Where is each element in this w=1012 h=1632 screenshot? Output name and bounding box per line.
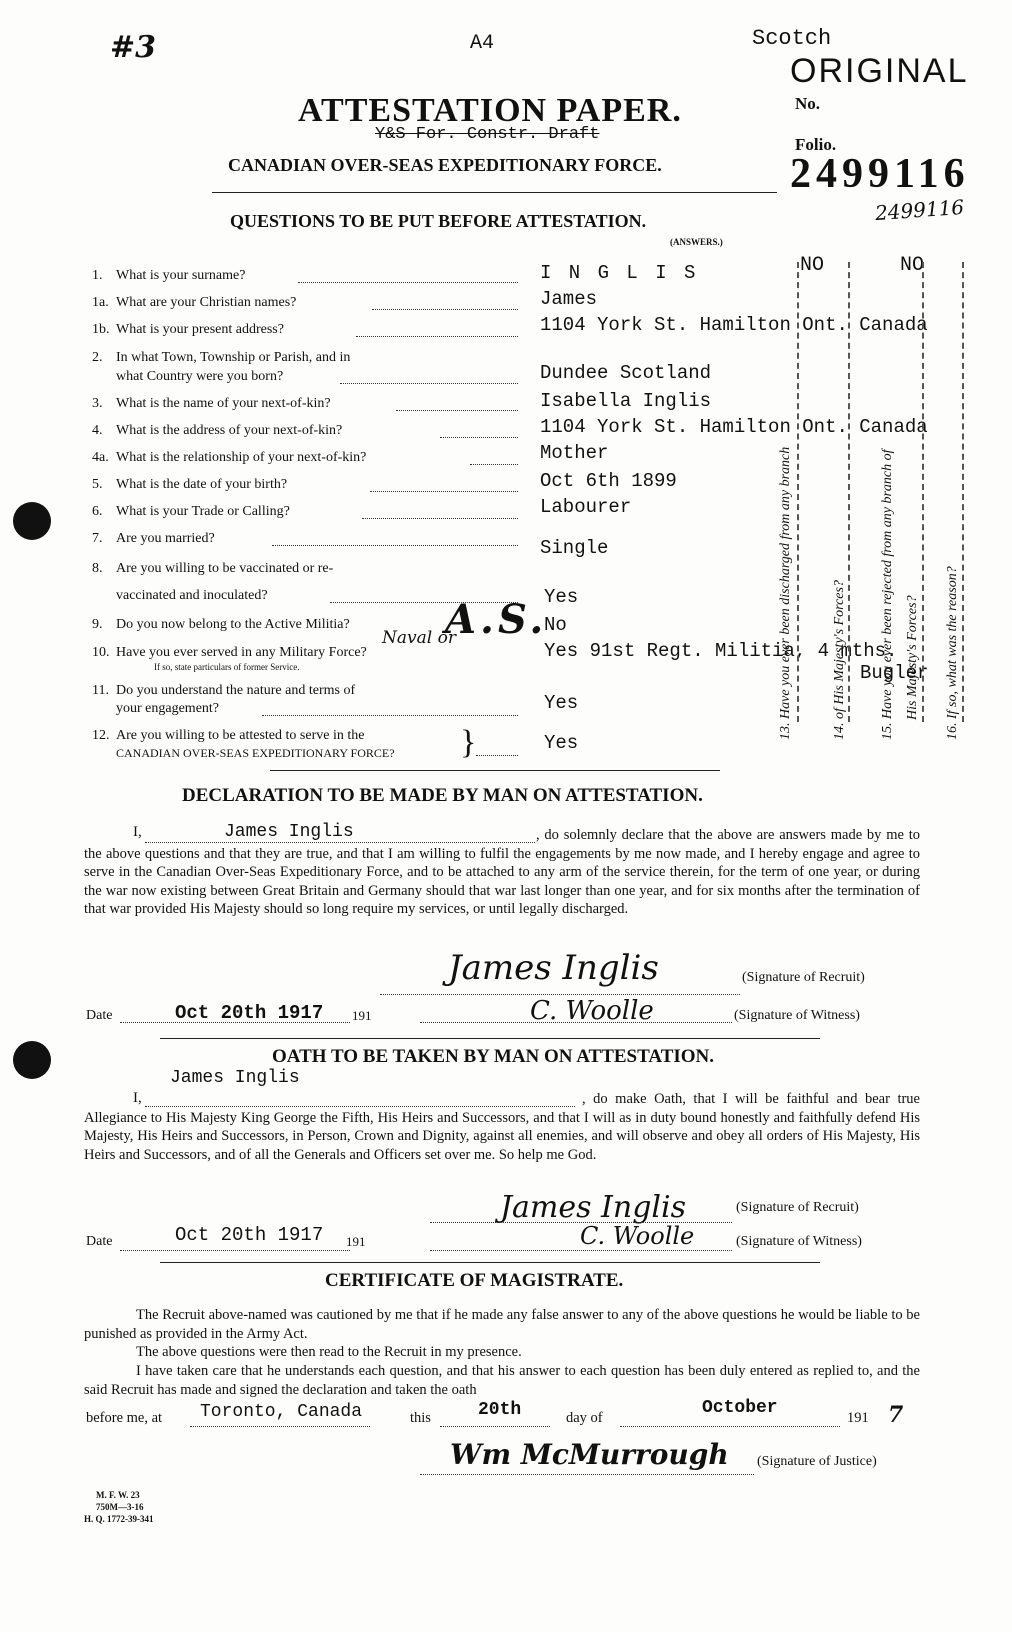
q4-text: What is the address of your next-of-kin? bbox=[116, 423, 343, 438]
magistrate-before-me: before me, at bbox=[86, 1410, 163, 1426]
q15-answer: NO bbox=[900, 254, 925, 277]
magistrate-year-prefix: 191 bbox=[847, 1410, 869, 1426]
q1a-answer: James bbox=[540, 288, 598, 310]
q1b-leader bbox=[356, 336, 518, 337]
magistrate-para2: The above questions were then read to the Recruit in my presence. bbox=[136, 1344, 522, 1360]
punch-hole-top bbox=[13, 502, 51, 540]
q4a-leader bbox=[470, 464, 518, 465]
magistrate-heading: CERTIFICATE OF MAGISTRATE. bbox=[325, 1270, 624, 1291]
oath-date-label: Date bbox=[86, 1234, 113, 1249]
declaration-witness-sig-line bbox=[420, 1022, 732, 1023]
oath-recruit-signature: James Inglis bbox=[500, 1190, 687, 1225]
magistrate-day-of-label: day of bbox=[566, 1410, 603, 1426]
q1-text: What is your surname? bbox=[116, 268, 246, 283]
q2-text-line2: what Country were you born? bbox=[116, 369, 284, 384]
q13-vertical-text: 13. Have you ever been discharged from any branch bbox=[778, 446, 793, 740]
q4a-number: 4a. bbox=[92, 450, 109, 465]
punch-hole-bottom bbox=[13, 1041, 51, 1079]
oath-witness-sig-line bbox=[430, 1250, 732, 1251]
oath-date-line bbox=[120, 1250, 350, 1251]
q9-answer: No bbox=[544, 614, 567, 636]
footer-line2: 750M—3-16 bbox=[96, 1502, 144, 1512]
magistrate-day: 20th bbox=[478, 1400, 522, 1420]
q11-number: 11. bbox=[92, 683, 109, 698]
magistrate-place-line bbox=[190, 1426, 370, 1427]
q14-vertical-text: 14. of His Majesty's Forces? bbox=[832, 580, 847, 740]
q1a-text: What are your Christian names? bbox=[116, 295, 297, 310]
q1-number: 1. bbox=[92, 268, 103, 283]
q4-leader bbox=[440, 437, 518, 438]
q2-leader bbox=[340, 383, 518, 384]
q12-leader bbox=[476, 755, 518, 756]
oath-date-value: Oct 20th 1917 bbox=[175, 1224, 324, 1246]
q5-answer: Oct 6th 1899 bbox=[540, 470, 677, 492]
magistrate-para3: I have taken care that he understands each question, and that his answer to each question has been duly entered as replied to, and the said Recruit has made and signed the declaration and taken the oath bbox=[84, 1363, 920, 1398]
q16-vertical-text: 16. If so, what was the reason? bbox=[945, 566, 960, 740]
q12-text-line2: CANADIAN OVER-SEAS EXPEDITIONARY FORCE? bbox=[116, 746, 395, 760]
q8-answer: Yes bbox=[544, 586, 579, 608]
regimental-number: 2499116 bbox=[790, 151, 970, 197]
q1-answer: I N G L I S bbox=[540, 262, 699, 284]
header-rule bbox=[212, 192, 777, 193]
q4-answer: 1104 York St. Hamilton Ont. Canada bbox=[540, 416, 928, 438]
q1a-leader bbox=[372, 309, 518, 310]
magistrate-month-line bbox=[620, 1426, 840, 1427]
q4a-answer: Mother bbox=[540, 442, 609, 464]
q9-handwritten-insert: Naval or bbox=[382, 628, 456, 648]
oath-pronoun: I, bbox=[133, 1090, 142, 1106]
q5-text: What is the date of your birth? bbox=[116, 477, 288, 492]
declaration-recruit-signature: James Inglis bbox=[448, 948, 659, 988]
questions-heading: QUESTIONS TO BE PUT BEFORE ATTESTATION. bbox=[230, 211, 647, 231]
oath-name-written: James Inglis bbox=[170, 1068, 300, 1088]
q1b-text: What is your present address? bbox=[116, 322, 284, 337]
original-stamp: ORIGINAL bbox=[790, 52, 969, 90]
q11-text: Do you understand the nature and terms of bbox=[116, 683, 356, 698]
declaration-pronoun: I, bbox=[133, 824, 142, 840]
q7-leader bbox=[272, 545, 518, 546]
oath-rule bbox=[160, 1262, 820, 1263]
q14-answer-line bbox=[848, 262, 850, 722]
declaration-date-label: Date bbox=[86, 1008, 113, 1023]
oath-body: , do make Oath, that I will be faithful and bear true Allegiance to His Majesty King George the Fifth, His Heirs and Successors, and that I will as in duty bound honestly and faithfully defend His Majesty, His Heirs and Successors, in Person, Crown and Dignity, against all enemies, and will observe and obey all orders of His Majesty, His Heirs and Successors, and of all the Generals and Officers set over me. So help me God. bbox=[84, 1091, 920, 1163]
regimental-number-handwritten: 2499116 bbox=[874, 194, 965, 226]
no-label: No. bbox=[795, 94, 821, 113]
q1b-number: 1b. bbox=[92, 322, 110, 337]
magistrate-justice-sig-line bbox=[420, 1474, 754, 1475]
q5-number: 5. bbox=[92, 477, 103, 492]
q10-text: Have you ever served in any Military Force? bbox=[116, 645, 367, 660]
declaration-rule bbox=[160, 1038, 820, 1039]
page-title: ATTESTATION PAPER. bbox=[298, 92, 682, 129]
q2-text: In what Town, Township or Parish, and in bbox=[116, 350, 351, 365]
declaration-heading: DECLARATION TO BE MADE BY MAN ON ATTESTATION. bbox=[182, 785, 703, 806]
q2-number: 2. bbox=[92, 350, 103, 365]
q13-answer-line bbox=[797, 262, 799, 722]
q4a-text: What is the relationship of your next-of-kin? bbox=[116, 450, 367, 465]
q6-leader bbox=[362, 518, 518, 519]
q11-text-line2: your engagement? bbox=[116, 701, 220, 716]
q7-number: 7. bbox=[92, 531, 103, 546]
q8-text: Are you willing to be vaccinated or re- bbox=[116, 561, 334, 576]
declaration-date-value: Oct 20th 1917 bbox=[175, 1002, 324, 1024]
declaration-recruit-sig-line bbox=[380, 994, 740, 995]
force-name: CANADIAN OVER-SEAS EXPEDITIONARY FORCE. bbox=[228, 155, 662, 175]
q11-leader bbox=[262, 715, 518, 716]
footer-line3: H. Q. 1772-39-341 bbox=[84, 1514, 154, 1524]
q12-text: Are you willing to be attested to serve in the bbox=[116, 728, 365, 743]
declaration-body: , do solemnly declare that the above are answers made by me to the above questions and that they are true, and that I am willing to fulfil the engagements by me now made, and I hereby engage and agree to serve in the Canadian Over-Seas Expeditionary Force, and to be attached to any arm of the service therein, for the term of one year, or during the war now existing between Great Britain and Germany should that war last longer than one year, and for six months after the termination of that war provided His Majesty should so long require my services, or until legally discharged. bbox=[84, 827, 920, 917]
q10-number: 10. bbox=[92, 645, 110, 660]
q11-answer: Yes bbox=[544, 692, 579, 714]
q6-answer: Labourer bbox=[540, 496, 632, 518]
q10-text-line2: If so, state particulars of former Service. bbox=[154, 662, 300, 672]
q9-text: Do you now belong to the Active Militia? bbox=[116, 617, 350, 632]
q4-number: 4. bbox=[92, 423, 103, 438]
declaration-witness-sig-label: (Signature of Witness) bbox=[734, 1008, 860, 1023]
q7-text: Are you married? bbox=[116, 531, 215, 546]
q3-answer: Isabella Inglis bbox=[540, 390, 712, 412]
oath-witness-sig-label: (Signature of Witness) bbox=[736, 1234, 862, 1249]
unit-typed: Y&S For. Constr. Draft bbox=[375, 125, 600, 144]
q10-answer-line2: Bugler bbox=[860, 662, 929, 684]
oath-recruit-sig-label: (Signature of Recruit) bbox=[736, 1200, 859, 1215]
q9-margin-mark: A.S. bbox=[445, 596, 548, 643]
q8-number: 8. bbox=[92, 561, 103, 576]
magistrate-para1: The Recruit above-named was cautioned by me that if he made any false answer to any of the above questions he would be liable to be punished as provided in the Army Act. bbox=[84, 1307, 920, 1342]
answers-label: (ANSWERS.) bbox=[670, 237, 723, 247]
q3-number: 3. bbox=[92, 396, 103, 411]
q12-answer: Yes bbox=[544, 732, 579, 754]
q1a-number: 1a. bbox=[92, 295, 109, 310]
magistrate-day-line bbox=[440, 1426, 550, 1427]
magistrate-year-digit: 7 bbox=[888, 1402, 904, 1428]
declaration-name: James Inglis bbox=[224, 822, 354, 842]
oath-heading: OATH TO BE TAKEN BY MAN ON ATTESTATION. bbox=[272, 1046, 715, 1067]
q13-answer: NO bbox=[800, 254, 825, 277]
q12-number: 12. bbox=[92, 728, 110, 743]
q1b-answer: 1104 York St. Hamilton Ont. Canada bbox=[540, 314, 928, 336]
origin-label: Scotch bbox=[752, 26, 832, 51]
q15-vertical-text-2: His Majesty's Forces? bbox=[905, 595, 920, 720]
questions-rule bbox=[270, 770, 720, 771]
magistrate-justice-sig-label: (Signature of Justice) bbox=[757, 1454, 877, 1469]
q6-number: 6. bbox=[92, 504, 103, 519]
q2-answer: Dundee Scotland bbox=[540, 362, 712, 384]
declaration-witness-signature: C. Woolle bbox=[530, 996, 654, 1026]
magistrate-justice-signature: Wm McMurrough bbox=[450, 1438, 729, 1471]
q15-answer-line bbox=[922, 262, 924, 722]
folio-label: Folio. bbox=[795, 135, 837, 154]
q12-brace: } bbox=[460, 724, 477, 761]
form-number: #3 bbox=[110, 30, 157, 65]
q16-answer-line bbox=[962, 262, 964, 722]
declaration-recruit-sig-label: (Signature of Recruit) bbox=[742, 970, 865, 985]
q7-answer: Single bbox=[540, 537, 609, 559]
declaration-date-suffix: 191 bbox=[352, 1008, 372, 1023]
q9-number: 9. bbox=[92, 617, 103, 632]
footer-line1: M. F. W. 23 bbox=[96, 1490, 140, 1500]
magistrate-month: October bbox=[702, 1398, 778, 1418]
q1-leader bbox=[298, 282, 518, 283]
q8-text-line2: vaccinated and inoculated? bbox=[116, 588, 268, 603]
q3-leader bbox=[396, 410, 518, 411]
q3-text: What is the name of your next-of-kin? bbox=[116, 396, 331, 411]
q6-text: What is your Trade or Calling? bbox=[116, 504, 290, 519]
q15-vertical-text: 15. Have you ever been rejected from any branch of bbox=[880, 449, 895, 740]
oath-witness-signature: C. Woolle bbox=[580, 1222, 695, 1250]
q10-answer: Yes 91st Regt. Militia, 4 mths. bbox=[544, 640, 898, 662]
oath-date-suffix: 191 bbox=[346, 1234, 366, 1249]
q5-leader bbox=[370, 491, 518, 492]
magistrate-place: Toronto, Canada bbox=[200, 1402, 363, 1422]
magistrate-this-label: this bbox=[410, 1410, 431, 1426]
page-code: A4 bbox=[470, 32, 495, 55]
